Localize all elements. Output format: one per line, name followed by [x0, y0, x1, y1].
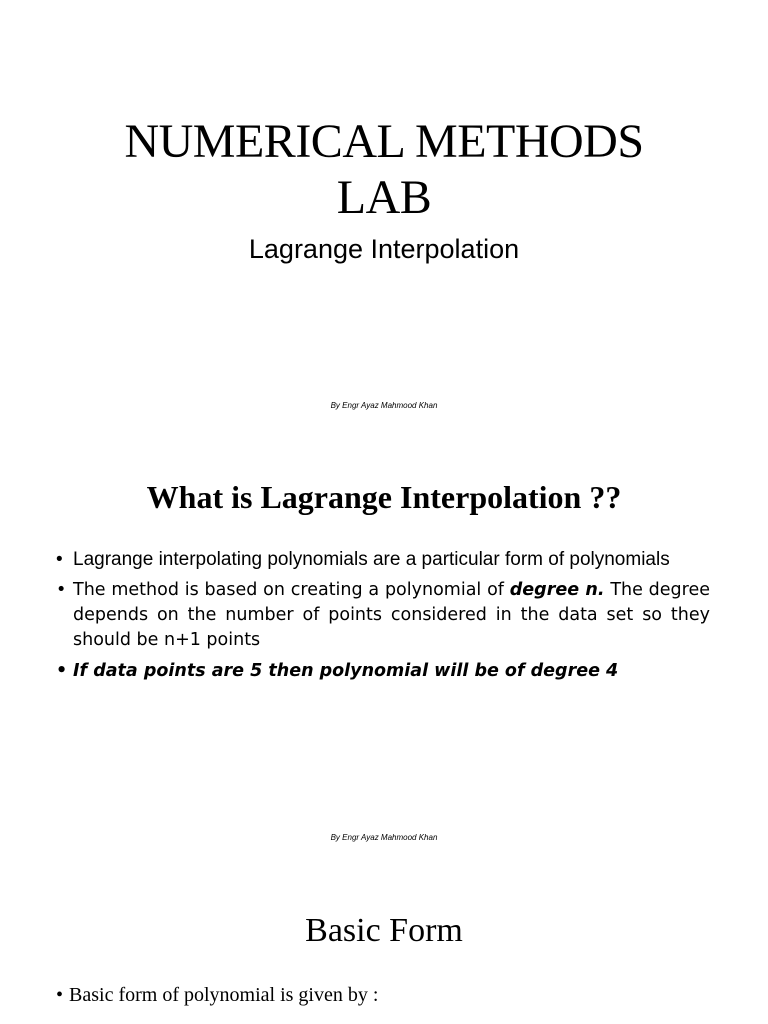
slide-heading: Basic Form [305, 912, 463, 949]
slide-heading: What is Lagrange Interpolation ?? [146, 479, 622, 515]
slide-title [0, 114, 768, 226]
bullet-text: If data points are 5 then polynomial will be of degree 4 [73, 661, 619, 681]
slide-title-line-2: LAB [336, 171, 432, 224]
bullet-item [56, 660, 710, 683]
bullet-icon: • [56, 984, 64, 1006]
basic-form-slide [0, 864, 768, 1024]
definition-slide [0, 432, 768, 864]
bullet-emphasis: degree n. [509, 580, 605, 600]
slide-subtitle: Lagrange Interpolation [248, 234, 520, 264]
bullet-text-before: The method is based on creating a polynomial of [73, 580, 510, 600]
title-slide [0, 0, 768, 432]
bullet-text: Basic form of polynomial is given by : [69, 984, 379, 1006]
bullet-item [56, 983, 378, 1007]
bullet-icon: • [56, 580, 67, 600]
bullet-item [56, 548, 710, 571]
bullet-text-after: The degree depends on the number of points considered in the data set so they should be n+1 points [73, 580, 711, 650]
bullet-icon: • [56, 549, 63, 570]
bullet-list [56, 548, 710, 690]
author-byline: By Engr Ayaz Mahmood Khan [330, 833, 438, 842]
author-byline: By Engr Ayaz Mahmood Khan [330, 401, 438, 410]
bullet-icon: • [56, 661, 68, 681]
bullet-text: Lagrange interpolating polynomials are a particular form of polynomials [73, 549, 670, 570]
slide-title-line-1: NUMERICAL METHODS [124, 115, 644, 168]
bullet-item [56, 578, 710, 653]
